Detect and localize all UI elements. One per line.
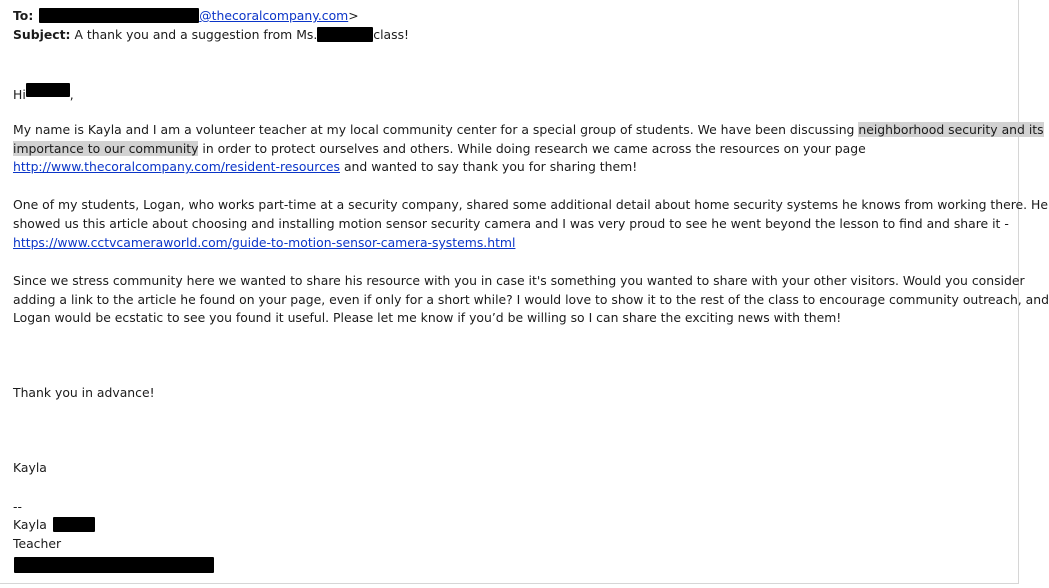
thanks-line: Thank you in advance! <box>13 385 155 400</box>
signature-dashes: -- <box>13 499 22 514</box>
signature-name: Kayla <box>13 517 47 532</box>
greeting-end: , <box>69 87 74 102</box>
redacted-recipient-name <box>26 83 70 97</box>
to-line <box>13 7 359 25</box>
subject-end: class! <box>373 27 410 42</box>
redacted-recipient <box>39 8 199 23</box>
cctv-article-link[interactable]: https://www.cctvcameraworld.com/guide-to-motion-sensor-camera-systems.html <box>13 235 516 250</box>
greeting-text: Hi <box>13 87 26 102</box>
signature-title: Teacher <box>13 536 62 551</box>
resident-resources-link[interactable]: http://www.thecoralcompany.com/resident-resources <box>13 159 340 174</box>
paragraph-1-line-3 <box>13 158 637 176</box>
to-end: > <box>348 8 359 23</box>
paragraph-2-line-1: One of my students, Logan, who works part-time at a security company, shared some additional detail about home security systems he knows from working there. He <box>13 197 1048 212</box>
p1-highlight-2: importance to our community <box>13 141 199 156</box>
greeting-line <box>13 83 74 104</box>
to-label: To: <box>13 8 34 23</box>
p1-text-a: My name is Kayla and I am a volunteer teacher at my local community center for a special group of students. We have been discussing <box>13 122 859 137</box>
p1-text-c: and wanted to say thank you for sharing them! <box>340 159 638 174</box>
redacted-surname <box>53 517 95 532</box>
subject-text: A thank you and a suggestion from Ms. <box>74 27 318 42</box>
p1-text-b: in order to protect ourselves and others. While doing research we came across the resources on your page <box>198 141 866 156</box>
redacted-contact-info <box>14 557 214 573</box>
paragraph-3-line-2: adding a link to the article he found on your page, even if only for a short while? I would love to show it to the rest of the class to encourage community outreach, and <box>13 292 1049 307</box>
paragraph-2-line-2: showed us this article about choosing and installing motion sensor security camera and I was very proud to see he went beyond the lesson to find and share it - <box>13 216 1009 231</box>
to-email-link[interactable]: @thecoralcompany.com <box>199 8 349 23</box>
paragraph-1-line-2 <box>13 140 866 158</box>
paragraph-1-line-1 <box>13 121 1044 139</box>
signature-contact-line <box>13 557 214 575</box>
subject-label: Subject: <box>13 27 71 42</box>
subject-line <box>13 26 409 44</box>
paragraph-2-line-3 <box>13 234 515 252</box>
redacted-teacher-name <box>317 27 373 42</box>
signoff-line: Kayla <box>13 460 47 475</box>
paragraph-3-line-1: Since we stress community here we wanted to share his resource with you in case it's something you wanted to share with your other visitors. Would you consider <box>13 273 1025 288</box>
paragraph-3-line-3: Logan would be ecstatic to see you found it useful. Please let me know if you’d be willing so I can share the exciting news with them! <box>13 310 842 325</box>
signature-name-line <box>13 516 95 534</box>
p1-highlight-1: neighborhood security and its <box>858 122 1044 137</box>
